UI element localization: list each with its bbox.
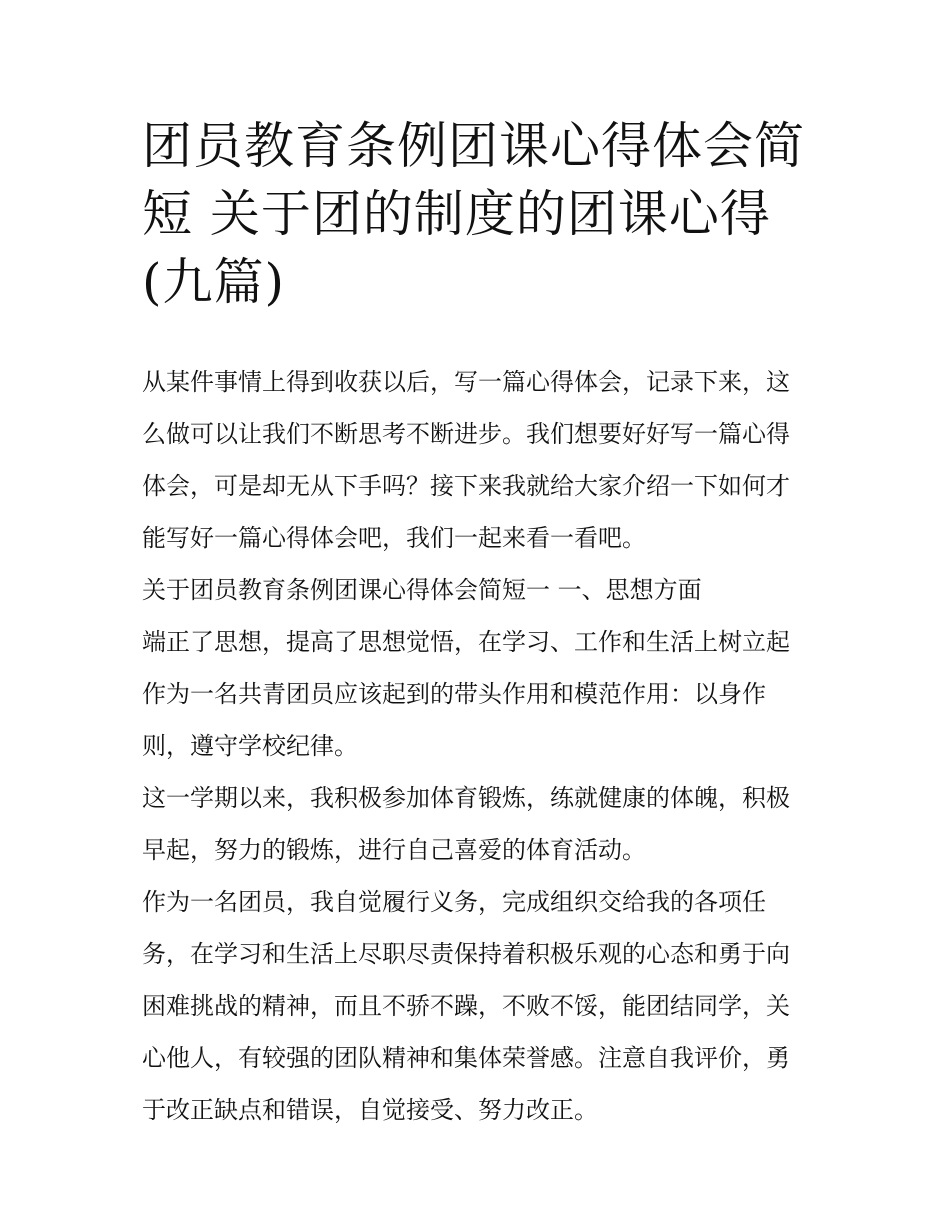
text-line: 从某件事情上得到收获以后，写一篇心得体会，记录下来，这 (142, 368, 790, 396)
title-line: 团员教育条例团课心得体会简 (142, 117, 805, 175)
text-line: 端正了思想，提高了思想觉悟，在学习、工作和生活上树立起 (142, 628, 790, 656)
text-line: 能写好一篇心得体会吧，我们一起来看一看吧。 (142, 524, 646, 552)
paragraph-duty (142, 876, 822, 1136)
text-line: 困难挑战的精神，而且不骄不躁，不败不馁，能团结同学，关 (142, 992, 790, 1020)
document-title (142, 112, 822, 316)
title-line: (九篇) (142, 253, 286, 311)
text-line: 作为一名团员，我自觉履行义务，完成组织交给我的各项任 (142, 888, 766, 916)
text-line: 这一学期以来，我积极参加体育锻炼，练就健康的体魄，积极 (142, 784, 790, 812)
text-line: 心他人，有较强的团队精神和集体荣誉感。注意自我评价，勇 (142, 1044, 790, 1072)
paragraph-sports (142, 772, 822, 876)
paragraph-thought (142, 616, 822, 772)
text-line: 于改正缺点和错误，自觉接受、努力改正。 (142, 1096, 598, 1124)
document-body (142, 356, 822, 1136)
text-line: 体会，可是却无从下手吗？接下来我就给大家介绍一下如何才 (142, 472, 790, 500)
text-line: 务，在学习和生活上尽职尽责保持着积极乐观的心态和勇于向 (142, 940, 790, 968)
section-heading (142, 564, 822, 616)
title-line: 短 关于团的制度的团课心得 (142, 185, 771, 243)
text-line: 么做可以让我们不断思考不断进步。我们想要好好写一篇心得 (142, 420, 790, 448)
text-line: 则，遵守学校纪律。 (142, 732, 358, 760)
text-line: 早起，努力的锻炼，进行自己喜爱的体育活动。 (142, 836, 646, 864)
text-line: 作为一名共青团员应该起到的带头作用和模范作用：以身作 (142, 680, 766, 708)
text-line: 关于团员教育条例团课心得体会简短一 一、思想方面 (142, 576, 702, 604)
paragraph-intro (142, 356, 822, 564)
